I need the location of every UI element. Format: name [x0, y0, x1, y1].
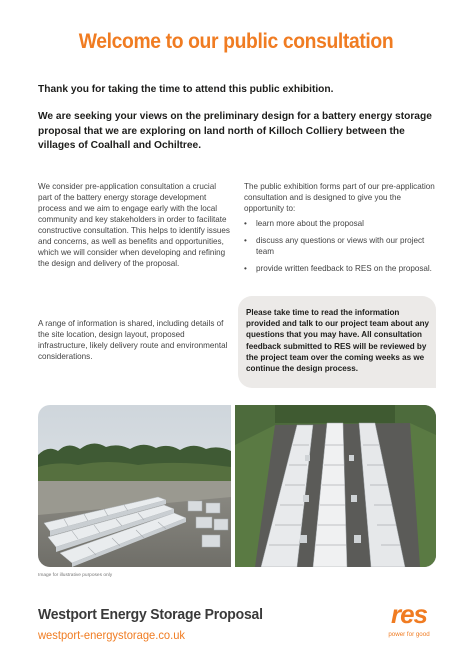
footer-website-link[interactable]: westport-energystorage.co.uk	[38, 628, 186, 642]
intro-thanks: Thank you for taking the time to attend this public exhibition.	[38, 84, 334, 95]
left-paragraph-1: We consider pre-application consultation a crucial part of the battery energy storage development process and we aim to engage early with the local community and key stakeholders in order to facilitate constructive consultation. This helps to identify issues and concerns, as well as benefits and opportunities, which we will consider when developing and refining the design and delivery of the proposal.	[38, 182, 230, 268]
feedback-callout	[238, 296, 436, 388]
logo-tagline: power for good	[388, 631, 430, 638]
battery-site-photo-right	[235, 405, 436, 567]
footer-project-name: Westport Energy Storage Proposal	[38, 606, 263, 623]
bullet-icon: •	[244, 264, 247, 273]
res-logo	[381, 599, 437, 645]
right-paragraph-1: The public exhibition forms part of our pre-application consultation and is designed to give you the opportunity to:	[244, 182, 435, 213]
callout-text: Please take time to read the information provided and talk to our project team about any questions that you may have. All consultation feedback submitted to RES will be reviewed by the project team over the coming weeks as we continue the design process.	[246, 308, 430, 374]
logo-wordmark: res	[390, 599, 428, 629]
opportunity-list	[244, 218, 438, 280]
bullet-icon: •	[244, 219, 247, 228]
list-item: • provide written feedback to RES on the proposal.	[244, 264, 432, 273]
battery-site-photo-left	[38, 405, 231, 567]
left-paragraph-2: A range of information is shared, including details of the site location, design layout, proposed infrastructure, likely delivery route and environmental considerations.	[38, 319, 228, 361]
page-title: Welcome to our public consultation	[78, 30, 394, 53]
image-caption: Image for illustrative purposes only	[38, 573, 113, 578]
list-item: • discuss any questions or views with our project team	[244, 236, 425, 256]
bullet-icon: •	[244, 236, 247, 245]
list-item: • learn more about the proposal	[244, 219, 364, 228]
intro-proposal: We are seeking your views on the preliminary design for a battery energy storage proposal that we are exploring on land north of Killoch Colliery between the villages of Coalhall and Ochiltree.	[38, 111, 432, 151]
